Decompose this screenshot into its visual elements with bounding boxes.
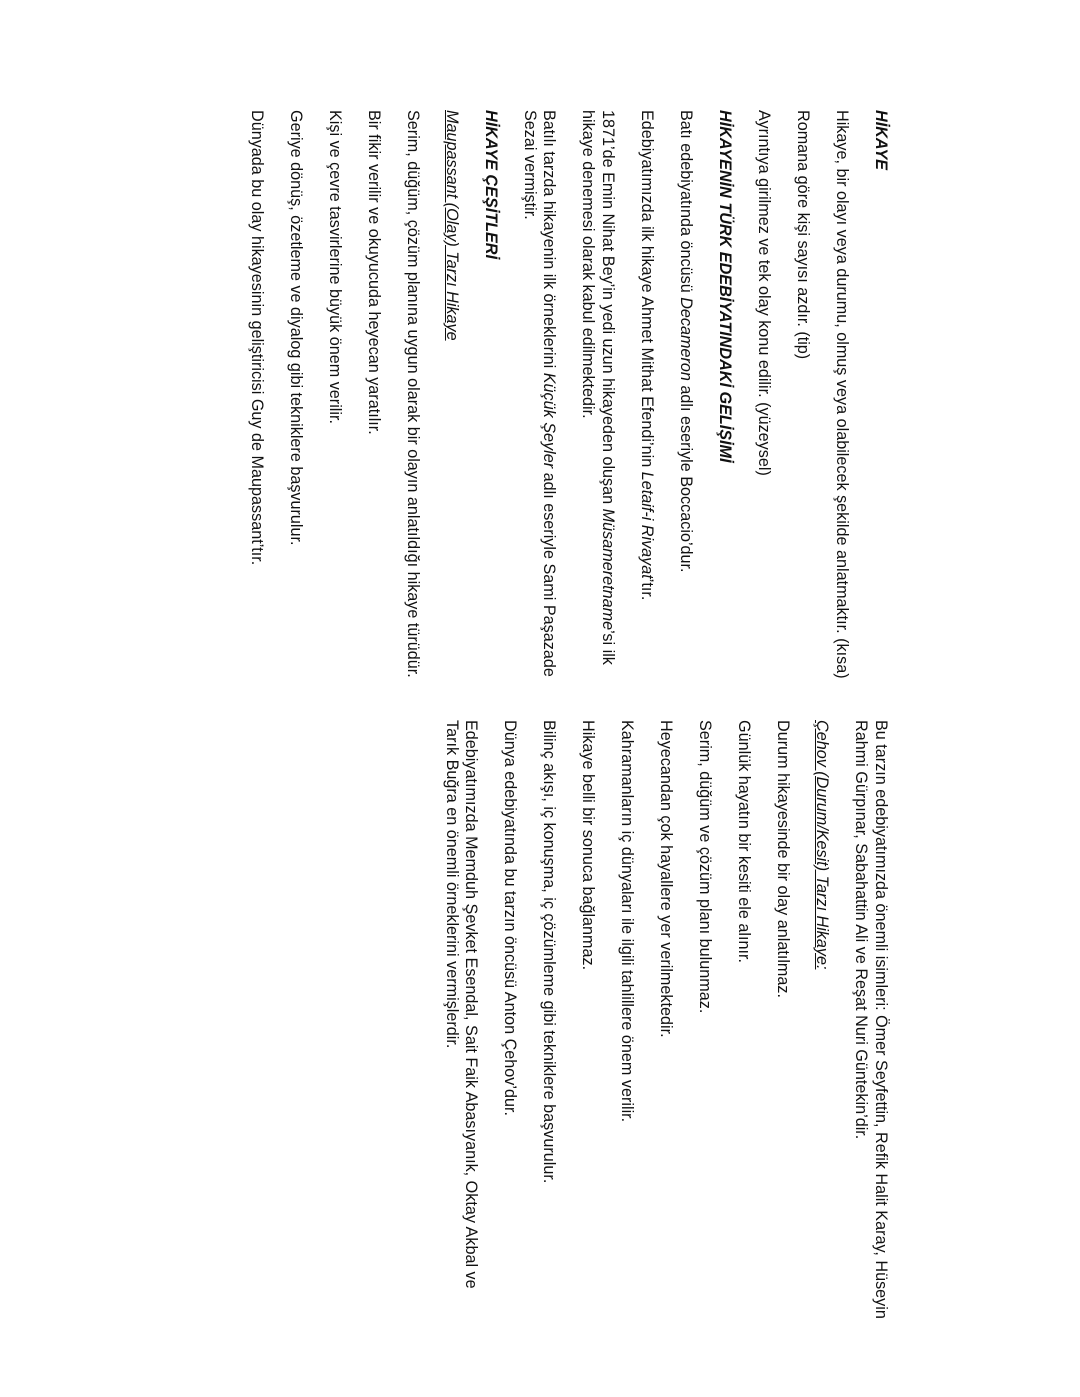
subheading-maupassant: Maupassant (Olay) Tarzı Hikaye xyxy=(443,110,461,341)
paragraph-no-plot: Serim, düğüm ve çözüm planı bulunmaz. xyxy=(696,720,715,1014)
text-part: adlı eseriyle Boccacio’dur. xyxy=(677,380,695,573)
text-part: 1871’de Emin Nihat Bey’in yedi uzun hikayeden oluşan xyxy=(599,110,617,509)
paragraph-no-event: Durum hikayesinde bir olay anlatılmaz. xyxy=(774,720,793,999)
text-part: Batı edebiyatında öncüsü xyxy=(677,110,695,298)
paragraph-first-story xyxy=(637,110,657,710)
paragraph-excitement: Bir fikir verilir ve okuyucuda heyecan yaratılır. xyxy=(365,110,383,435)
paragraph-turkish-examples: Edebiyatımızda Memduh Şevket Esendal, Sait Faik Abasıyanık, Oktay Akbal ve Tarık Buğra en önemli örneklerini vermişlerdir. xyxy=(443,720,481,1289)
paragraph-maupassant: Dünyada bu olay hikayesinin geliştiricisi Guy de Maupassant’tır. xyxy=(248,110,266,566)
paragraph-definition: Hikaye, bir olayı veya durumu, olmuş veya olabilecek şekilde anlatmaktır. (kısa) xyxy=(833,110,851,679)
paragraph-important-names: Bu tarzın edebiyatımızda önemli isimleri: Ömer Seyfettin, Refik Halit Karay, Hüseyin Rahmi Gürpınar, Sabahattin Ali ve Reşat Nuri Güntekin’dir. xyxy=(852,720,890,1319)
subheading-cehov: Çehov (Durum/Kesit) Tarzı Hikaye: xyxy=(813,720,832,970)
paragraph-daily-life: Günlük hayatın bir kesiti ele alınır. xyxy=(735,720,754,963)
heading-development: HİKAYENİN TÜRK EDEBİYATINDAKİ GELİŞİMİ xyxy=(716,110,734,463)
paragraph-musameretname xyxy=(578,110,617,710)
text-part: ’tır. xyxy=(638,578,656,601)
work-title-letaif: Letaif-i Rivayat xyxy=(638,471,656,579)
text-part: Edebiyatımızda ilk hikaye Ahmet Mithat Efendi’nin xyxy=(638,110,656,472)
text-part: Batılı tarzda hikayenin ilk örneklerini xyxy=(540,110,559,373)
paragraph-western-pioneer xyxy=(676,110,696,710)
paragraph-no-conclusion: Hikaye belli bir sonuca bağlanmaz. xyxy=(579,720,598,971)
paragraph-techniques: Geriye dönüş, özetleme ve diyalog gibi tekniklere başvurulur. xyxy=(287,110,305,546)
paragraph-kucuk-seyler xyxy=(520,110,559,710)
text-part: ’si ilk hikaye denemesi olarak kabul edilmektedir. xyxy=(579,110,617,665)
work-title-decameron: Decameron xyxy=(677,297,695,381)
left-column xyxy=(247,110,891,710)
heading-types: HİKAYE ÇEŞİTLERİ xyxy=(482,110,500,259)
title-hikaye: HİKAYE xyxy=(872,110,890,170)
paragraph-inner-world: Kahramanların iç dünyaları ile ilgili tahlillere önem verilir. xyxy=(618,720,637,1123)
text-part: adlı eseriyle Sami Paşazade Sezai vermiştir. xyxy=(521,110,559,677)
paragraph-character-count: Romana göre kişi sayısı azdır. (tip) xyxy=(794,110,812,360)
paragraph-plot-structure: Serim, düğüm, çözüm planına uygun olarak bir olayın anlatıldığı hikaye türüdür. xyxy=(404,110,422,678)
paragraph-single-event: Ayrıntıya girilmez ve tek olay konu edilir. (yüzeysel) xyxy=(755,110,773,476)
paragraph-dreams: Heyecandan çok hayallere yer verilmektedir. xyxy=(657,720,676,1038)
paragraph-cehov-pioneer: Dünya edebiyatında bu tarzın öncüsü Anton Çehov’dur. xyxy=(501,720,520,1116)
paragraph-description: Kişi ve çevre tasvirlerine büyük önem verilir. xyxy=(326,110,344,424)
work-title-musameretname: Müsameretname xyxy=(599,508,617,631)
right-column xyxy=(442,720,891,1320)
work-title-kucuk-seyler: Küçük Şeyler xyxy=(540,372,559,469)
paragraph-stream-of-consciousness: Bilinç akışı, iç konuşma, iç çözümleme gibi tekniklere başvurulur. xyxy=(540,720,559,1184)
